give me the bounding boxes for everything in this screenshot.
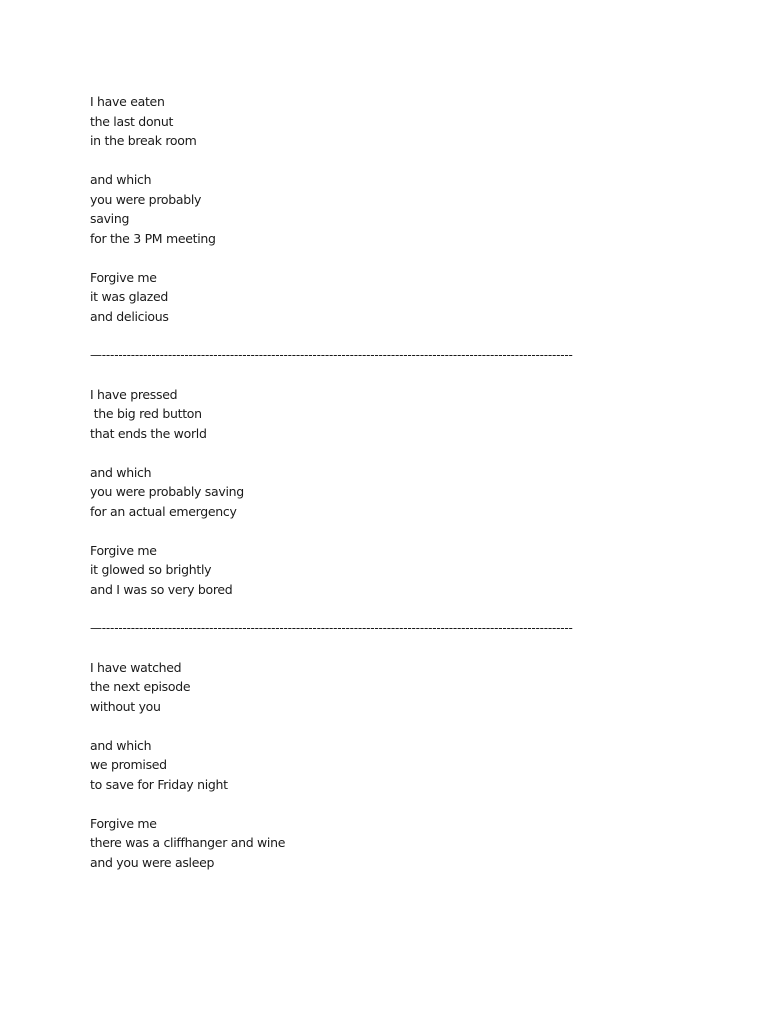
poem-line: and you were asleep xyxy=(90,854,215,870)
section-break xyxy=(90,326,690,346)
poem-line: there was a cliffhanger and wine xyxy=(90,835,286,850)
section-break xyxy=(90,638,690,658)
poem-3-stanza-2 xyxy=(90,736,690,795)
poem-line: the next episode xyxy=(90,679,191,694)
poem-line: I have pressed xyxy=(90,386,178,402)
stanza-break xyxy=(90,716,690,736)
poem-line: it glowed so brightly xyxy=(90,562,212,577)
poem-3-stanza-3 xyxy=(90,814,690,873)
poem-line: and I was so very bored xyxy=(90,581,233,597)
stanza-break xyxy=(90,794,690,814)
poem-2-stanza-1 xyxy=(90,385,690,444)
dashed-divider: —------------------------------------------------------------------------------------------------------------------ xyxy=(90,620,573,635)
poem-line: for an actual emergency xyxy=(90,503,237,519)
stanza-break xyxy=(90,443,690,463)
poem-line: Forgive me xyxy=(90,815,157,831)
stanza-break xyxy=(90,248,690,268)
poem-line: for the 3 PM meeting xyxy=(90,230,216,246)
poem-line: you were probably saving xyxy=(90,484,244,499)
poem-1-stanza-1 xyxy=(90,92,690,151)
poem-line: it was glazed xyxy=(90,289,169,304)
poem-2-stanza-3 xyxy=(90,541,690,600)
poem-line: in the break room xyxy=(90,133,197,148)
poem-line: I have eaten xyxy=(90,94,165,109)
poem-2 xyxy=(90,385,690,600)
stanza-break xyxy=(90,521,690,541)
poem-line: and which xyxy=(90,464,152,480)
poem-3-stanza-1 xyxy=(90,658,690,717)
stanza-break xyxy=(90,151,690,171)
poem-line: Forgive me xyxy=(90,542,157,558)
poem-line: we promised xyxy=(90,757,167,772)
poem-line: the big red button xyxy=(90,406,202,421)
poem-line: that ends the world xyxy=(90,425,207,441)
poem-line: and which xyxy=(90,172,152,187)
poem-line: the last donut xyxy=(90,113,174,129)
poem-line: I have watched xyxy=(90,659,182,675)
dashed-divider: —------------------------------------------------------------------------------------------------------------------ xyxy=(90,347,573,362)
poem-1-stanza-2 xyxy=(90,170,690,248)
poem-line: without you xyxy=(90,698,161,714)
poem-1 xyxy=(90,92,690,326)
poem-line: you were probably xyxy=(90,191,202,207)
poem-1-stanza-3 xyxy=(90,268,690,327)
poem-line: Forgive me xyxy=(90,269,157,285)
poem-2-stanza-2 xyxy=(90,463,690,522)
poem-line: to save for Friday night xyxy=(90,776,228,792)
poem-line: saving xyxy=(90,211,130,226)
section-break xyxy=(90,365,690,385)
poem-3 xyxy=(90,658,690,873)
poem-line: and delicious xyxy=(90,308,169,324)
poem-line: and which xyxy=(90,737,152,753)
section-break xyxy=(90,599,690,619)
poem-document xyxy=(90,92,690,872)
